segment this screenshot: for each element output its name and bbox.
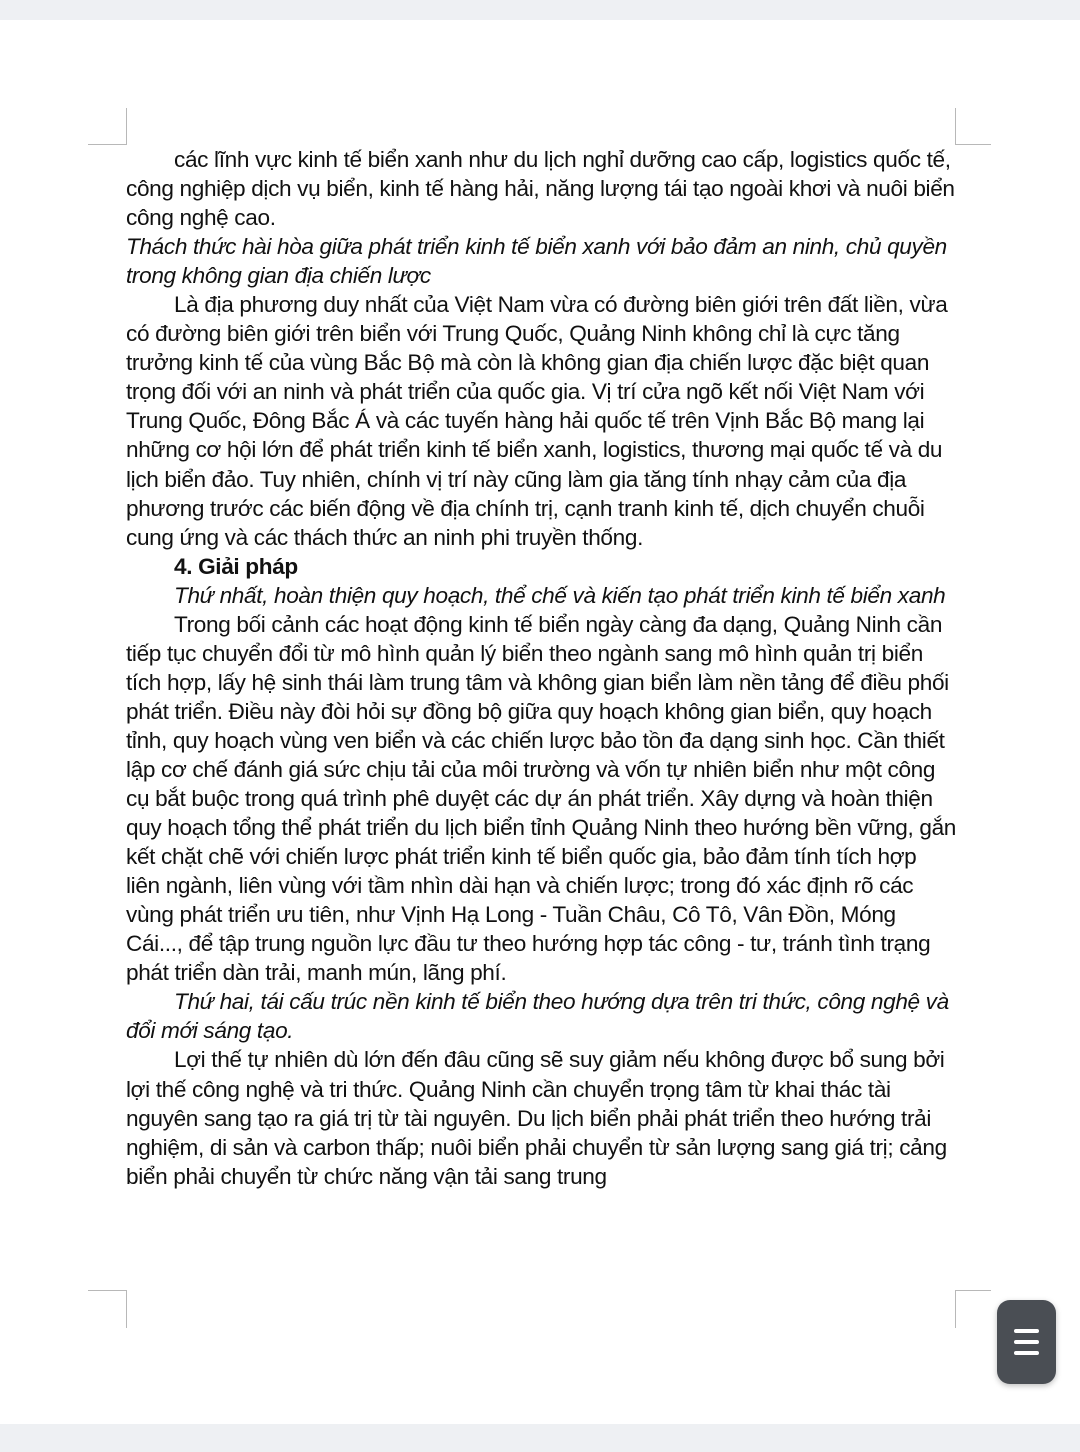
subheading-second-solution: Thứ hai, tái cấu trúc nền kinh tế biển theo hướng dựa trên tri thức, công nghệ và đổi mới sáng tạo. bbox=[126, 989, 949, 1044]
crop-mark-bottom-right bbox=[955, 1290, 991, 1291]
crop-mark-top-left-vertical bbox=[126, 108, 127, 145]
subheading-first-solution: Thứ nhất, hoàn thiện quy hoạch, thể chế và kiến tạo phát triển kinh tế biển xanh bbox=[174, 582, 946, 608]
paragraph-intro-continuation: các lĩnh vực kinh tế biển xanh như du lịch nghỉ dưỡng cao cấp, logistics quốc tế, công nghiệp dịch vụ biển, kinh tế hàng hải, năng lượng tái tạo ngoài khơi và nuôi biển công nghệ cao. bbox=[126, 147, 955, 231]
crop-mark-bottom-left-vertical bbox=[126, 1290, 127, 1328]
crop-mark-top-right-vertical bbox=[955, 108, 956, 145]
crop-mark-top-left bbox=[88, 144, 126, 145]
paragraph-planning-institutions: Trong bối cảnh các hoạt động kinh tế biển ngày càng đa dạng, Quảng Ninh cần tiếp tục chuyển đổi từ mô hình quản lý biển theo ngành sang mô hình quản trị biển tích hợp, lấy hệ sinh thái làm trung tâm và không gian biển làm nền tảng để điều phối phát triển. Điều này đòi hỏi sự đồng bộ giữa quy hoạch không gian biển, quy hoạch tỉnh, quy hoạch vùng ven biển và các chiến lược bảo tồn đa dạng sinh học. Cần thiết lập cơ chế đánh giá sức chịu tải của môi trường và vốn tự nhiên biển như một công cụ bắt buộc trong quá trình phê duyệt các dự án phát triển. Xây dựng và hoàn thiện quy hoạch tổng thể phát triển du lịch biển tỉnh Quảng Ninh theo hướng bền vững, gắn kết chặt chẽ với chiến lược phát triển kinh tế biển quốc gia, bảo đảm tính tích hợp liên ngành, liên vùng với tầm nhìn dài hạn và chiến lược; trong đó xác định rõ các vùng phát triển ưu tiên, như Vịnh Hạ Long - Tuần Châu, Cô Tô, Vân Đồn, Móng Cái..., để tập trung nguồn lực đầu tư theo hướng hợp tác công - tư, tránh tình trạng phát triển dàn trải, manh mún, lãng phí. bbox=[126, 611, 956, 986]
crop-mark-top-right bbox=[955, 144, 991, 145]
crop-mark-bottom-left bbox=[88, 1290, 126, 1291]
menu-button[interactable] bbox=[997, 1300, 1056, 1384]
section-heading-solutions: 4. Giải pháp bbox=[174, 553, 298, 579]
paragraph-geostrategic-position: Là địa phương duy nhất của Việt Nam vừa có đường biên giới trên đất liền, vừa có đường biên giới trên biển với Trung Quốc, Quảng Ninh không chỉ là cực tăng trưởng kinh tế của vùng Bắc Bộ mà còn là không gian địa chiến lược đặc biệt quan trọng đối với an ninh và phát triển của quốc gia. Vị trí cửa ngõ kết nối Việt Nam với Trung Quốc, Đông Bắc Á và các tuyến hàng hải quốc tế trên Vịnh Bắc Bộ mang lại những cơ hội lớn để phát triển kinh tế biển xanh, logistics, thương mại quốc tế và du lịch biển đảo. Tuy nhiên, chính vị trí này cũng làm gia tăng tính nhạy cảm của địa phương trước các biến động về địa chính trị, cạnh tranh kinh tế, dịch chuyển chuỗi cung ứng và các thách thức an ninh phi truyền thống. bbox=[126, 292, 948, 550]
paragraph-knowledge-economy: Lợi thế tự nhiên dù lớn đến đâu cũng sẽ suy giảm nếu không được bổ sung bởi lợi thế công nghệ và tri thức. Quảng Ninh cần chuyển trọng tâm từ khai thác tài nguyên sang tạo ra giá trị từ tài nguyên. Du lịch biển phải phát triển theo hướng trải nghiệm, di sản và carbon thấp; nuôi biển phải chuyển từ sản lượng sang giá trị; cảng biển phải chuyển từ chức năng vận tải sang trung bbox=[126, 1047, 947, 1189]
document-body bbox=[126, 145, 956, 1191]
crop-mark-bottom-right-vertical bbox=[955, 1290, 956, 1328]
subheading-challenge: Thách thức hài hòa giữa phát triển kinh tế biển xanh với bảo đảm an ninh, chủ quyền trong không gian địa chiến lược bbox=[126, 234, 947, 289]
